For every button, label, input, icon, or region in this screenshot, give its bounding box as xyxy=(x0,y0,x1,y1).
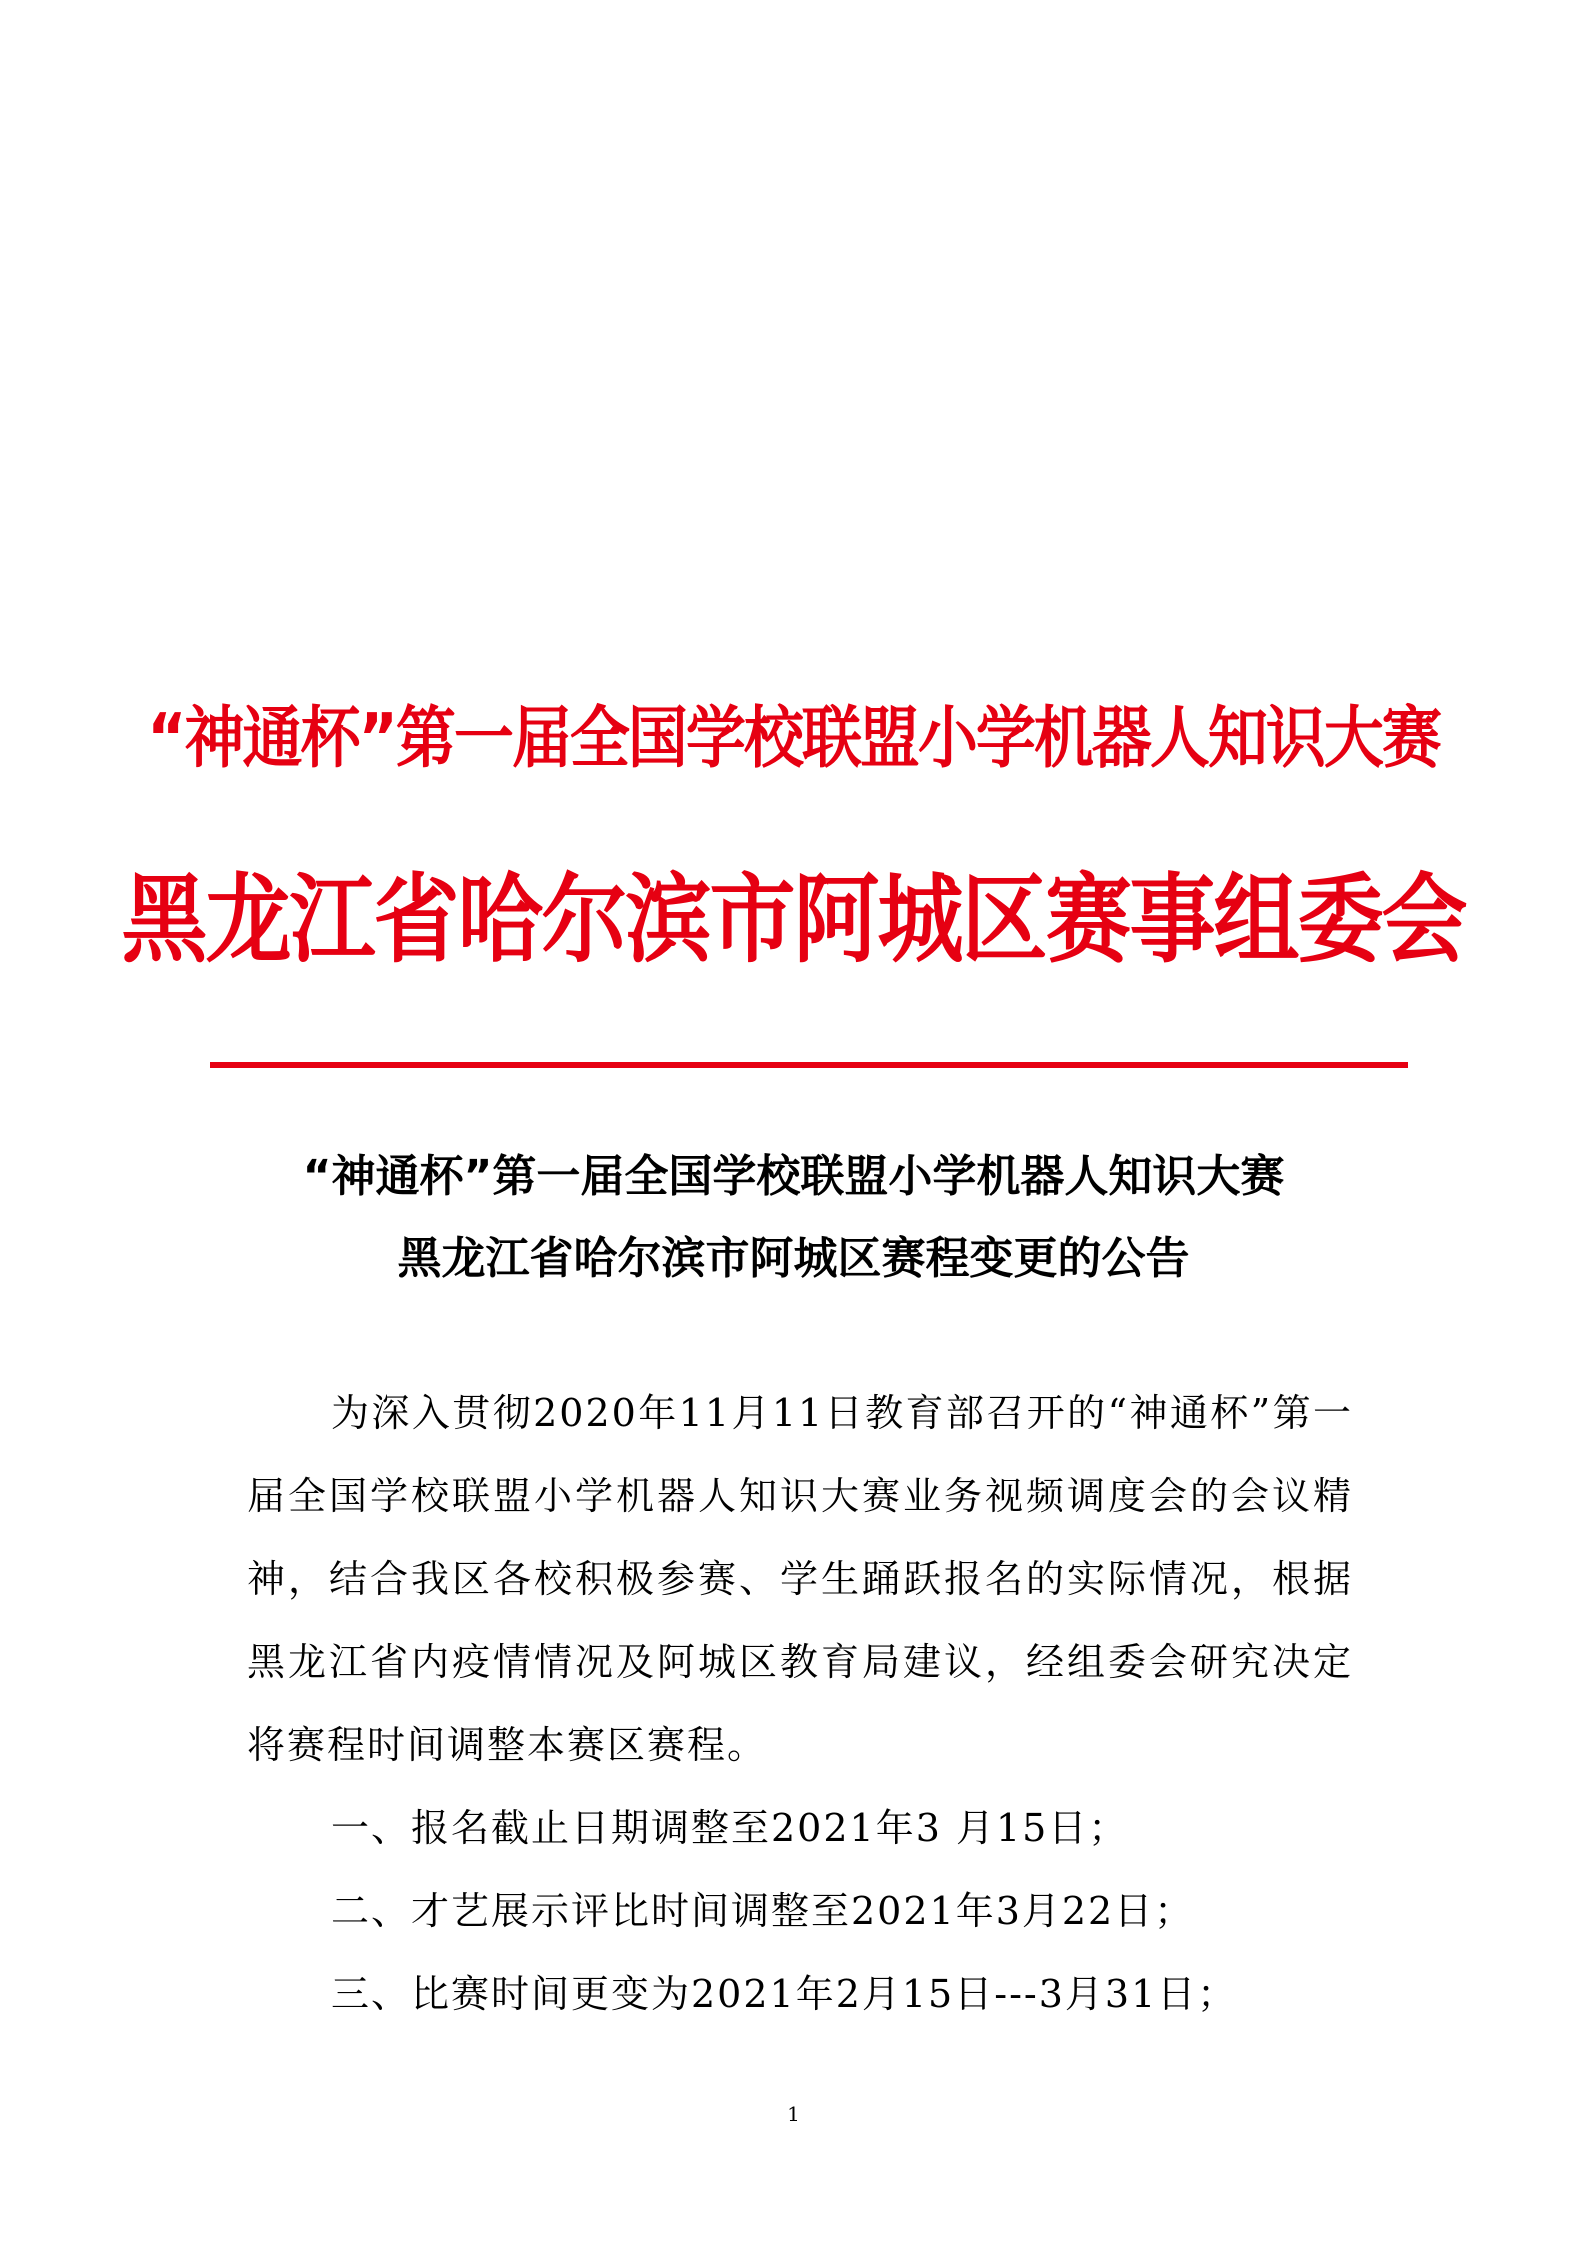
letterhead-title-line-1: “神通杯”第一届全国学校联盟小学机器人知识大赛 xyxy=(147,699,1440,778)
notice-body xyxy=(247,1372,1353,2036)
notice-item-2: 二、才艺展示评比时间调整至2021年3月22日； xyxy=(331,1889,1195,1933)
page-number: 1 xyxy=(787,2102,800,2126)
letterhead-divider xyxy=(210,1062,1408,1068)
letterhead-title-line-2: 黑龙江省哈尔滨市阿城区赛事组委会 xyxy=(121,864,1466,977)
notice-item-1: 一、报名截止日期调整至2021年3 月15日； xyxy=(331,1806,1129,1850)
notice-intro-paragraph: 为深入贯彻2020年11月11日教育部召开的“神通杯”第一届全国学校联盟小学机器人知识大赛业务视频调度会的会议精神，结合我区各校积极参赛、学生踊跃报名的实际情况，根据黑龙江省内疫情情况及阿城区教育局建议，经组委会研究决定将赛程时间调整本赛区赛程。 xyxy=(247,1391,1353,1767)
notice-title-line-2: 黑龙江省哈尔滨市阿城区赛程变更的公告 xyxy=(397,1233,1190,1284)
notice-title-line-1: “神通杯”第一届全国学校联盟小学机器人知识大赛 xyxy=(302,1151,1285,1202)
notice-item-3: 三、比赛时间更变为2021年2月15日---3月31日； xyxy=(331,1972,1238,2016)
